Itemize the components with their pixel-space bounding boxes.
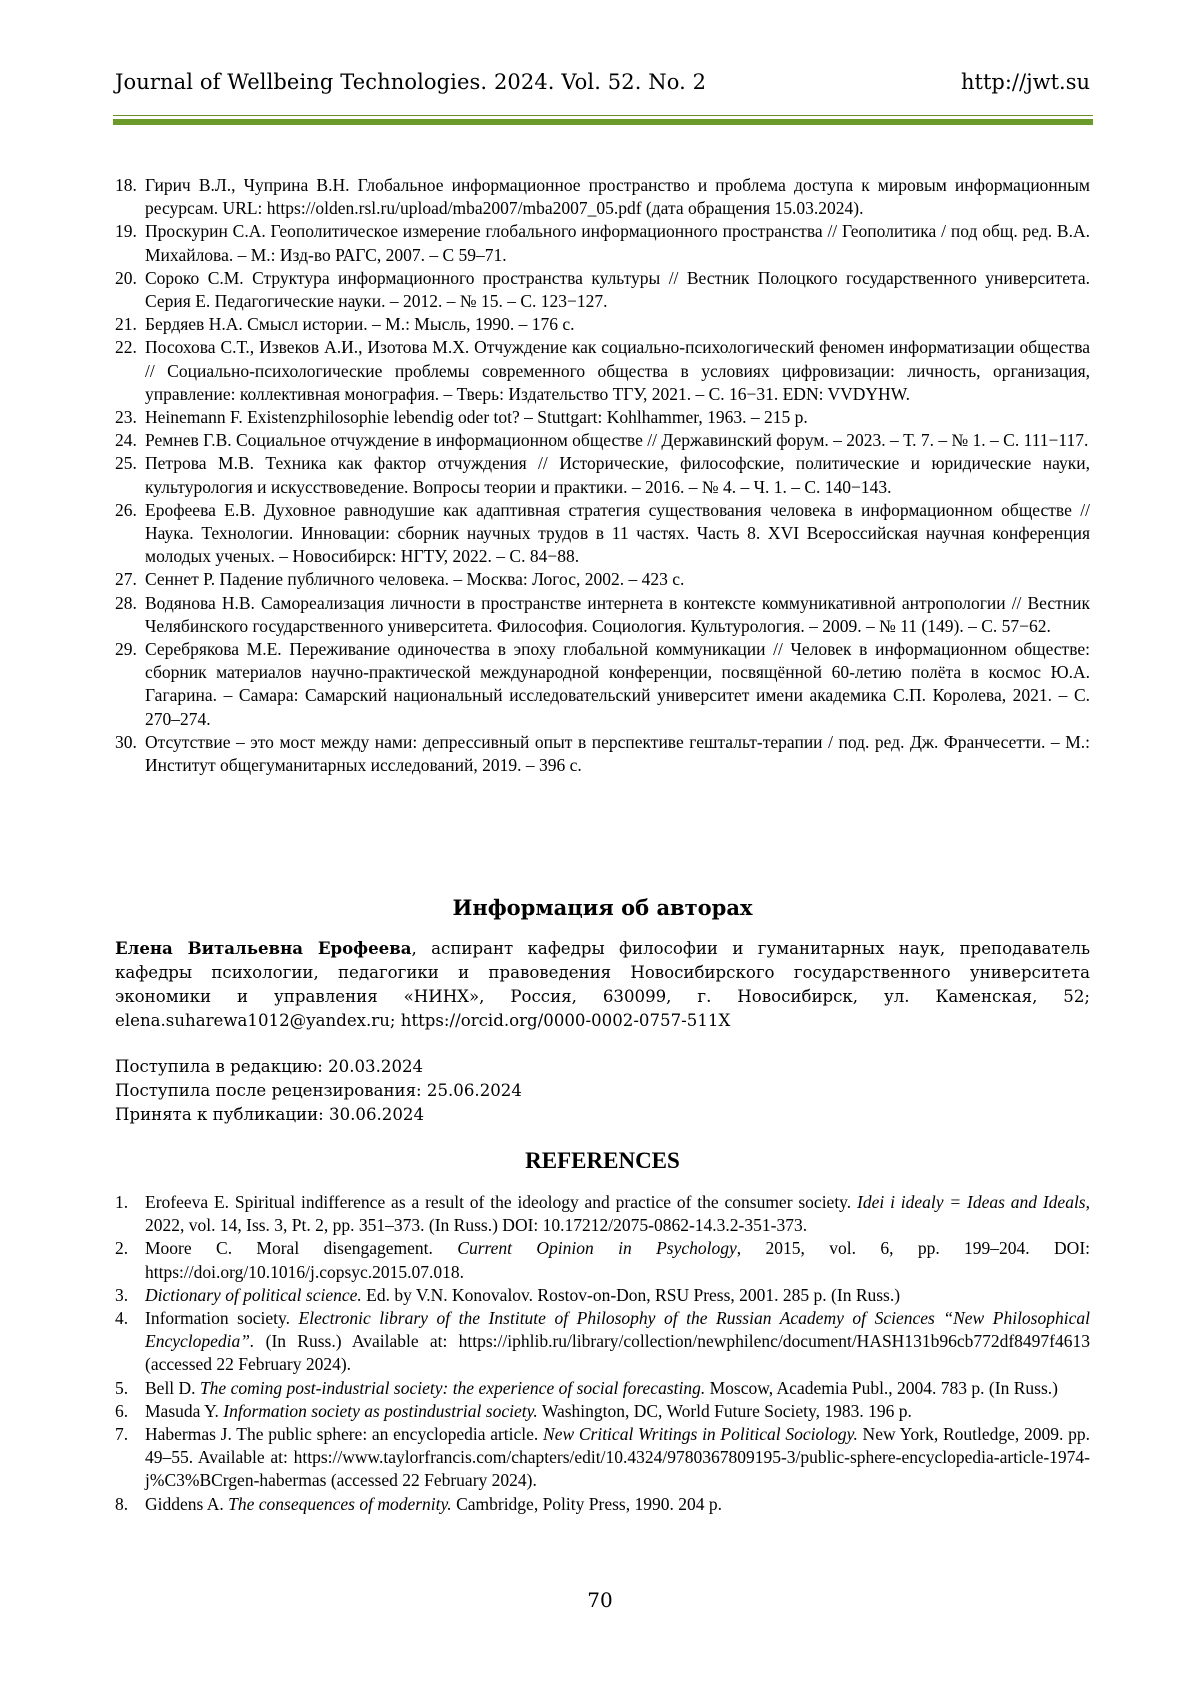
reference-source-title: Dictionary of political science. [145, 1285, 362, 1305]
reference-text: Петрова М.В. Техника как фактор отчуждения // Исторические, философские, политические и юридические науки, культурология и искусствоведение. Вопросы теории и практики. – 2016. – № 4. – Ч. 1. – С. 140−143. [145, 453, 1090, 496]
reference-text: Moscow, Academia Publ., 2004. 783 p. (In Russ.) [705, 1378, 1058, 1398]
reference-item [115, 1377, 1090, 1400]
reference-item [115, 568, 1090, 591]
reference-number: 28. [115, 592, 137, 615]
reference-text: Посохова С.Т., Извеков А.И., Изотова М.Х. Отчуждение как социально-психологический феномен информатизации общества // Социально-психологические проблемы современного общества в условиях цифровизации: личность, организация, управление: коллективная монография. – Тверь: Издательство ТГУ, 2021. – С. 16−31. EDN: VVDYHW. [145, 337, 1090, 403]
reference-text: Водянова Н.В. Самореализация личности в пространстве интернета в контексте коммуникативной антропологии // Вестник Челябинского государственного университета. Философия. Социология. Культурология. – 2009. – № 11 (149). – С. 57−62. [145, 593, 1090, 636]
reference-number: 3. [115, 1284, 128, 1307]
reference-source-title: Electronic library of the Institute of Philosophy of the Russian Academy of Sciences “New Philosophical Encyclopedia”. [145, 1308, 1090, 1351]
reference-number: 19. [115, 220, 137, 243]
reference-text: Сороко С.М. Структура информационного пространства культуры // Вестник Полоцкого государственного университета. Серия Е. Педагогические науки. – 2012. – № 15. – С. 123−127. [145, 268, 1090, 311]
reference-item [115, 731, 1090, 777]
reference-item [115, 1423, 1090, 1493]
author-name: Елена Витальевна Ерофеева [115, 938, 412, 958]
reference-item [115, 406, 1090, 429]
reference-text: (In Russ.) Available at: https://iphlib.ru/library/collection/newphilenc/document/HASH131b96cb772df8497f4613 (accessed 22 February 2024). [145, 1331, 1090, 1374]
reference-number: 22. [115, 336, 137, 359]
date-accepted: Принята к публикации: 30.06.2024 [115, 1103, 1090, 1127]
reference-number: 25. [115, 452, 137, 475]
reference-item [115, 1191, 1090, 1237]
reference-text: Moore C. Moral disengagement. [145, 1238, 457, 1258]
reference-item [115, 1237, 1090, 1283]
reference-text: Information society. [145, 1308, 299, 1328]
reference-text: Сеннет Р. Падение публичного человека. – Москва: Логос, 2002. – 423 с. [145, 569, 684, 589]
reference-item [115, 1307, 1090, 1377]
reference-item [115, 336, 1090, 406]
reference-number: 4. [115, 1307, 128, 1330]
reference-text: Ed. by V.N. Konovalov. Rostov-on-Don, RSU Press, 2001. 285 p. (In Russ.) [362, 1285, 900, 1305]
reference-number: 6. [115, 1400, 128, 1423]
date-received: Поступила в редакцию: 20.03.2024 [115, 1055, 1090, 1079]
reference-text: Washington, DC, World Future Society, 1983. 196 p. [538, 1401, 912, 1421]
reference-text: Habermas J. The public sphere: an encyclopedia article. [145, 1424, 543, 1444]
reference-text: Серебрякова М.Е. Переживание одиночества в эпоху глобальной коммуникации // Человек в информационном обществе: сборник материалов научно-практической международной конференции, посвящённой 60-летию полёта в космос Ю.А. Гагарина. – Самара: Самарский национальный исследовательский университет имени академика С.П. Королева, 2021. – С. 270–274. [145, 639, 1090, 729]
reference-text: Masuda Y. [145, 1401, 223, 1421]
reference-text: Бердяев Н.А. Смысл истории. – М.: Мысль, 1990. – 176 с. [145, 314, 575, 334]
reference-text: , 2022, vol. 14, Iss. 3, Pt. 2, pp. 351–373. (In Russ.) DOI: 10.17212/2075-0862-14.3.2-351-373. [145, 1192, 1090, 1235]
reference-text: Heinemann F. Existenzphilosophie lebendig oder tot? – Stuttgart: Kohlhammer, 1963. – 215 p. [145, 407, 808, 427]
reference-number: 26. [115, 499, 137, 522]
reference-item [115, 638, 1090, 731]
reference-source-title: Idei i idealy = Ideas and Ideals [857, 1192, 1086, 1212]
reference-item [115, 452, 1090, 498]
reference-source-title: The consequences of modernity. [228, 1494, 452, 1514]
reference-item [115, 174, 1090, 220]
journal-url[interactable]: http://jwt.su [961, 70, 1090, 94]
reference-number: 1. [115, 1191, 128, 1214]
reference-number: 7. [115, 1423, 128, 1446]
reference-number: 30. [115, 731, 137, 754]
reference-source-title: New Critical Writings in Political Sociology. [543, 1424, 858, 1444]
reference-item [115, 499, 1090, 569]
running-header [115, 70, 1090, 104]
english-reference-list [115, 1191, 1090, 1516]
reference-number: 20. [115, 267, 137, 290]
reference-number: 27. [115, 568, 137, 591]
reference-source-title: Current Opinion in Psychology [457, 1238, 737, 1258]
reference-number: 29. [115, 638, 137, 661]
reference-text: Giddens A. [145, 1494, 228, 1514]
authors-section-title: Информация об авторах [115, 895, 1090, 920]
reference-item [115, 1493, 1090, 1516]
reference-text: Cambridge, Polity Press, 1990. 204 p. [452, 1494, 722, 1514]
references-section-title: REFERENCES [115, 1148, 1090, 1174]
reference-item [115, 267, 1090, 313]
reference-text: Bell D. [145, 1378, 200, 1398]
reference-number: 23. [115, 406, 137, 429]
reference-number: 5. [115, 1377, 128, 1400]
reference-item [115, 1284, 1090, 1307]
reference-number: 21. [115, 313, 137, 336]
author-info [115, 936, 1090, 1033]
reference-text: Гирич В.Л., Чуприна В.Н. Глобальное информационное пространство и проблема доступа к мировым информационным ресурсам. URL: https://olden.rsl.ru/upload/mba2007/mba2007_05.pdf (дата обращения 15.03.2024). [145, 175, 1090, 218]
date-revised: Поступила после рецензирования: 25.06.2024 [115, 1079, 1090, 1103]
journal-title: Journal of Wellbeing Technologies. 2024. Vol. 52. No. 2 [115, 70, 706, 94]
reference-text: New York, Routledge, 2009. pp. 49–55. Available at: https://www.taylorfrancis.com/chapters/edit/10.4324/9780367809195-3/public-sphere-encyclopedia-article-1974-j%C3%BCrgen-habermas (accessed 22 February 2024). [145, 1424, 1090, 1490]
reference-item [115, 429, 1090, 452]
reference-item [115, 220, 1090, 266]
reference-text: Отсутствие – это мост между нами: депрессивный опыт в перспективе гештальт-терапии / под. ред. Дж. Франчесетти. – М.: Институт общегуманитарных исследований, 2019. – 396 с. [145, 732, 1090, 775]
reference-text: Ремнев Г.В. Социальное отчуждение в информационном обществе // Державинский форум. – 2023. – Т. 7. – № 1. – С. 111−117. [145, 430, 1088, 450]
reference-item [115, 592, 1090, 638]
page-number: 70 [0, 1588, 1200, 1612]
reference-item [115, 313, 1090, 336]
reference-item [115, 1400, 1090, 1423]
header-divider-thin [113, 115, 1093, 116]
reference-number: 24. [115, 429, 137, 452]
author-details: , аспирант кафедры философии и гуманитарных наук, преподаватель кафедры психологии, педагогики и правоведения Новосибирского государственного университета экономики и управления «НИНХ», Россия, 630099, г. Новосибирск, ул. Каменская, 52; elena.suharewa1012@yandex.ru; https://orcid.org/0000-0002-0757-511X [115, 939, 1090, 1030]
reference-text: Ерофеева Е.В. Духовное равнодушие как адаптивная стратегия существования человека в информационном обществе // Наука. Технологии. Инновации: сборник научных трудов в 11 частях. Часть 8. XVI Всероссийская научная конференция молодых ученых. – Новосибирск: НГТУ, 2022. – С. 84−88. [145, 500, 1090, 566]
reference-text: Erofeeva E. Spiritual indifference as a result of the ideology and practice of the consumer society. [145, 1192, 857, 1212]
publication-dates [115, 1055, 1090, 1127]
header-divider-thick [113, 119, 1093, 125]
reference-source-title: Information society as postindustrial society. [223, 1401, 538, 1421]
reference-number: 2. [115, 1237, 128, 1260]
reference-number: 18. [115, 174, 137, 197]
reference-source-title: The coming post-industrial society: the experience of social forecasting. [200, 1378, 705, 1398]
reference-text: Проскурин С.А. Геополитическое измерение глобального информационного пространства // Геополитика / под общ. ред. В.А. Михайлова. – М.: Изд-во РАГС, 2007. – С 59–71. [145, 221, 1090, 264]
reference-number: 8. [115, 1493, 128, 1516]
reference-text: , 2015, vol. 6, pp. 199–204. DOI: https://doi.org/10.1016/j.copsyc.2015.07.018. [145, 1238, 1090, 1281]
russian-reference-list [115, 174, 1090, 777]
